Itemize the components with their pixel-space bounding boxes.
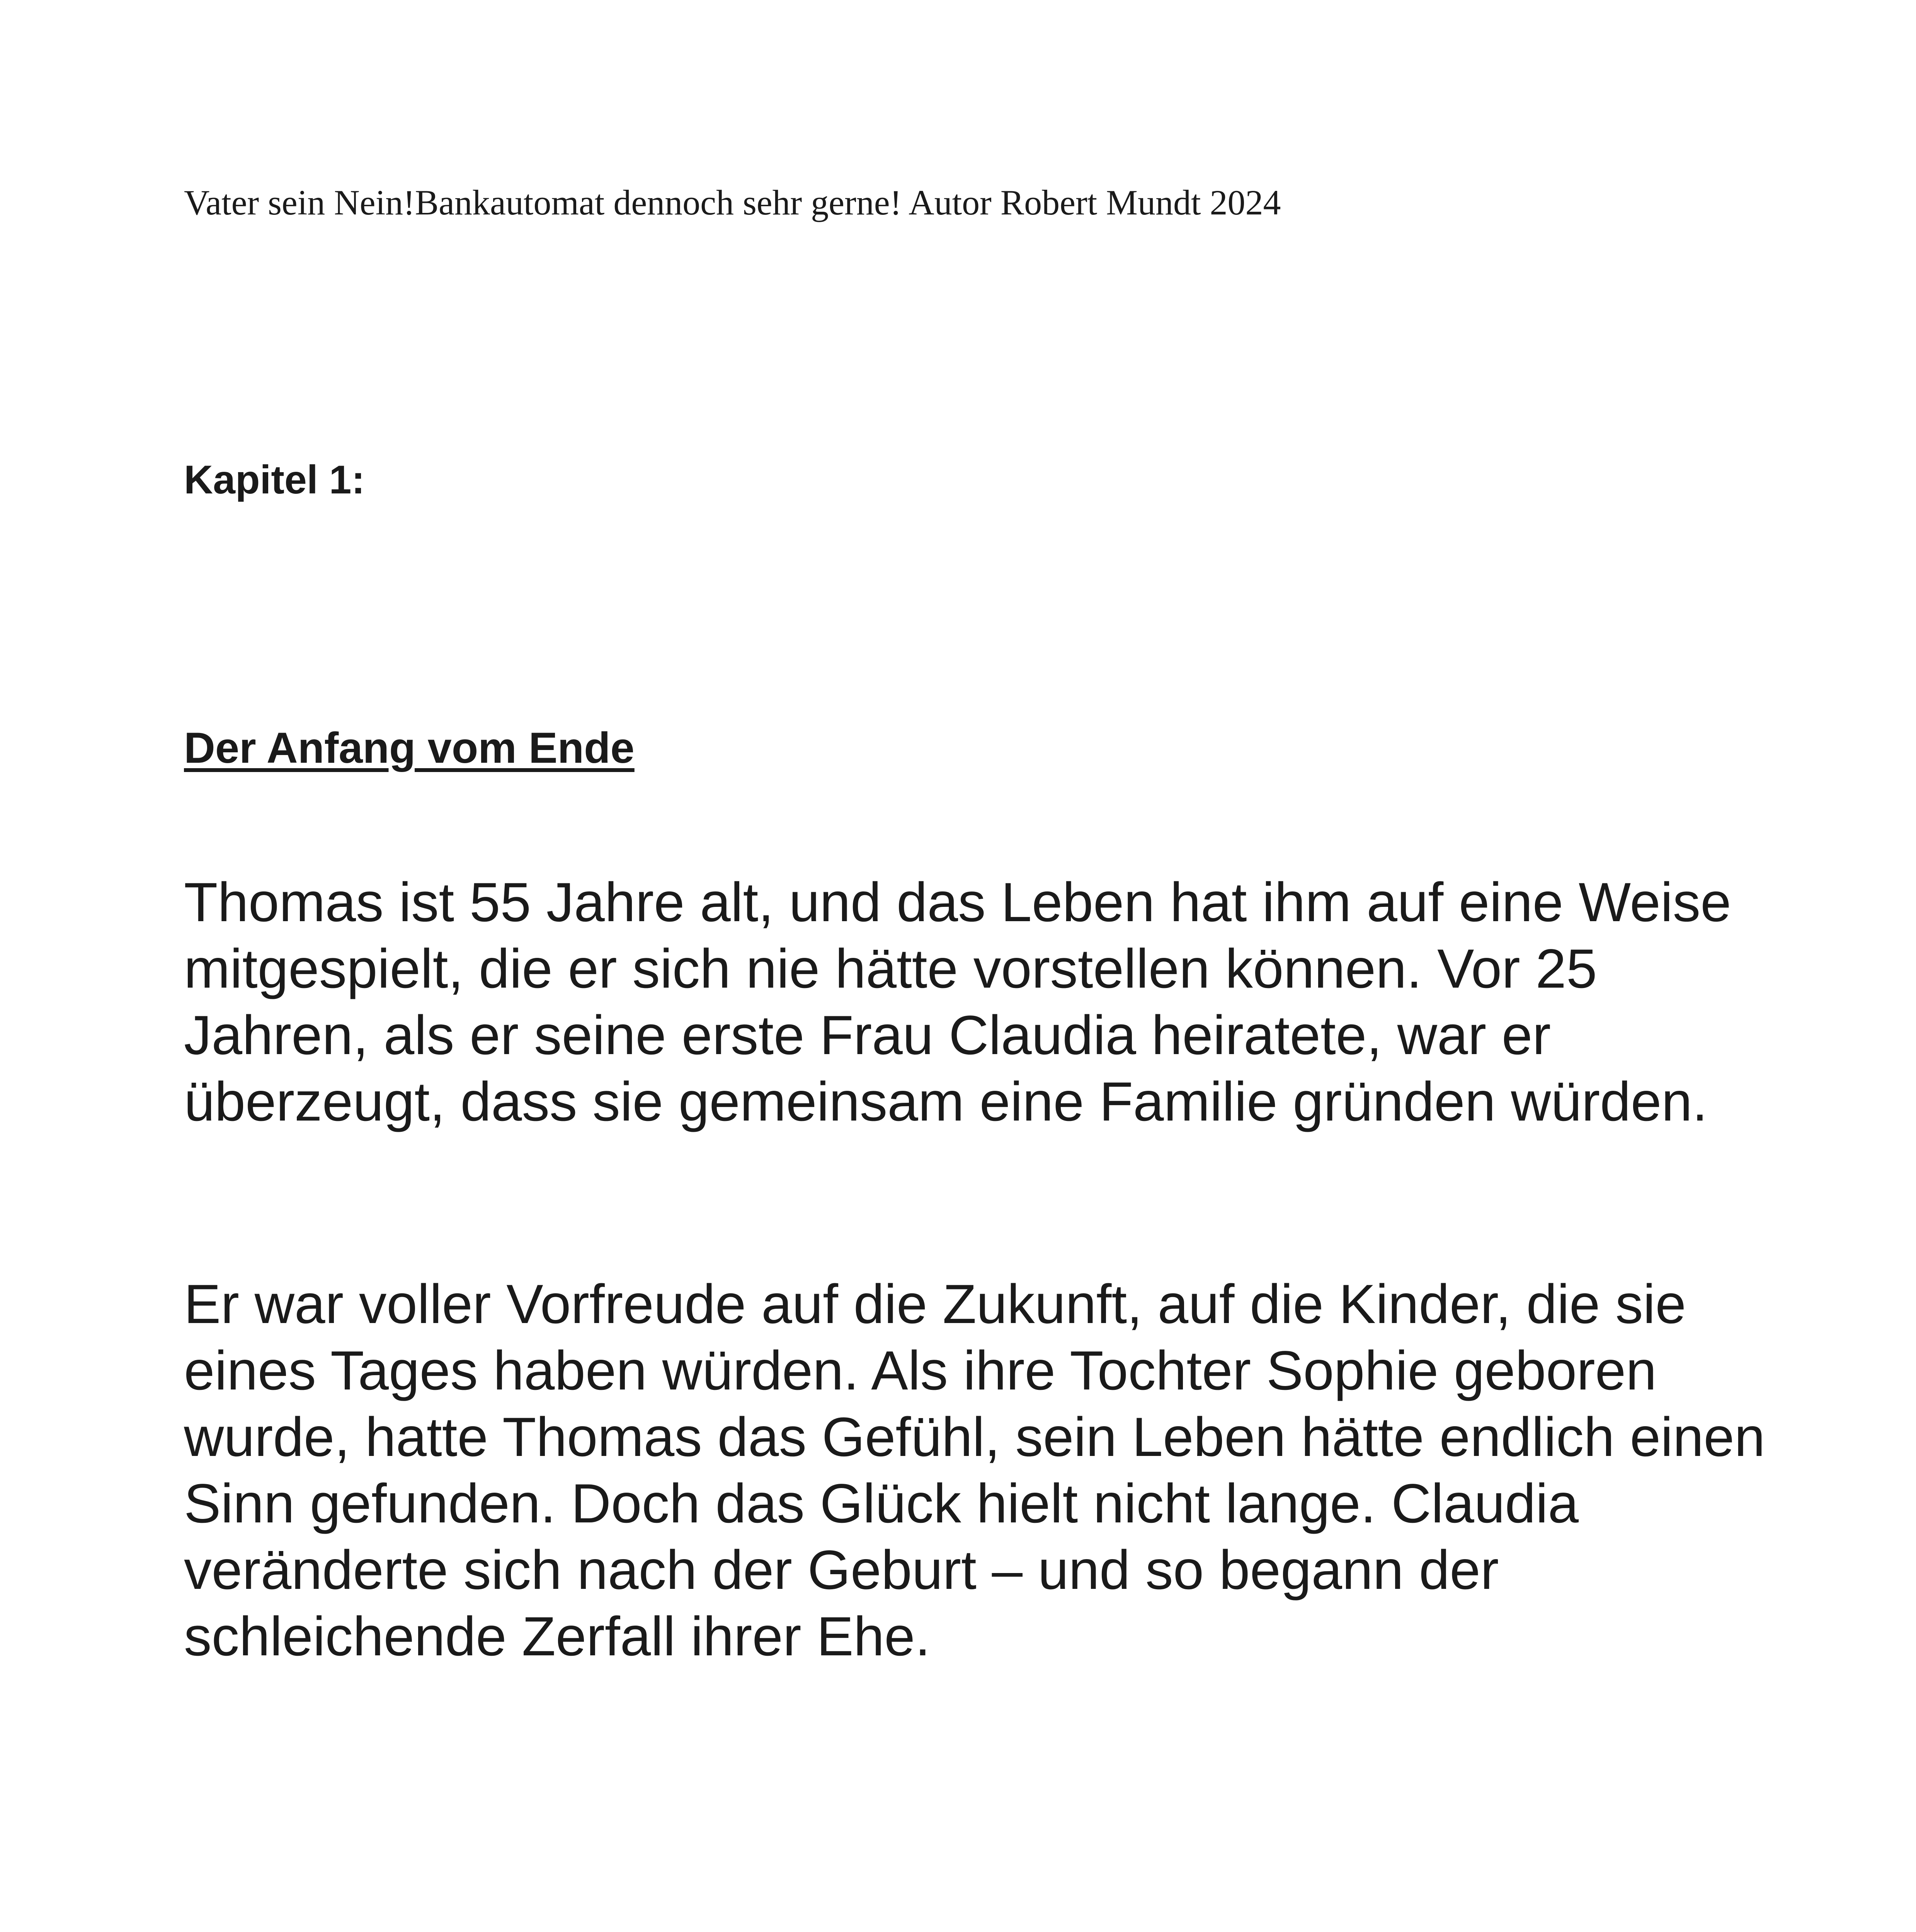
chapter-label: Kapitel 1:: [184, 457, 365, 502]
body-paragraph-2: Er war voller Vorfreude auf die Zukunft, auf die Kinder, die sie eines Tages haben würden. Als ihre Tochter Sophie geboren wurde, hatte Thomas das Gefühl, sein Leben hätte endlich einen Sinn gefunden. Doch das Glück hielt nicht lange. Claudia veränderte sich nach der Geburt – und so begann der schleichende Zerfall ihrer Ehe.: [184, 1274, 1765, 1667]
body-paragraph-1: Thomas ist 55 Jahre alt, und das Leben hat ihm auf eine Weise mitgespielt, die er sich nie hätte vorstellen können. Vor 25 Jahren, als er seine erste Frau Claudia heiratete, war er überzeugt, dass sie gemeinsam eine Familie gründen würden.: [184, 872, 1731, 1133]
chapter-title: Der Anfang vom Ende: [184, 724, 635, 772]
running-header: Vater sein Nein!Bankautomat dennoch sehr gerne! Autor Robert Mundt 2024: [184, 183, 1281, 222]
